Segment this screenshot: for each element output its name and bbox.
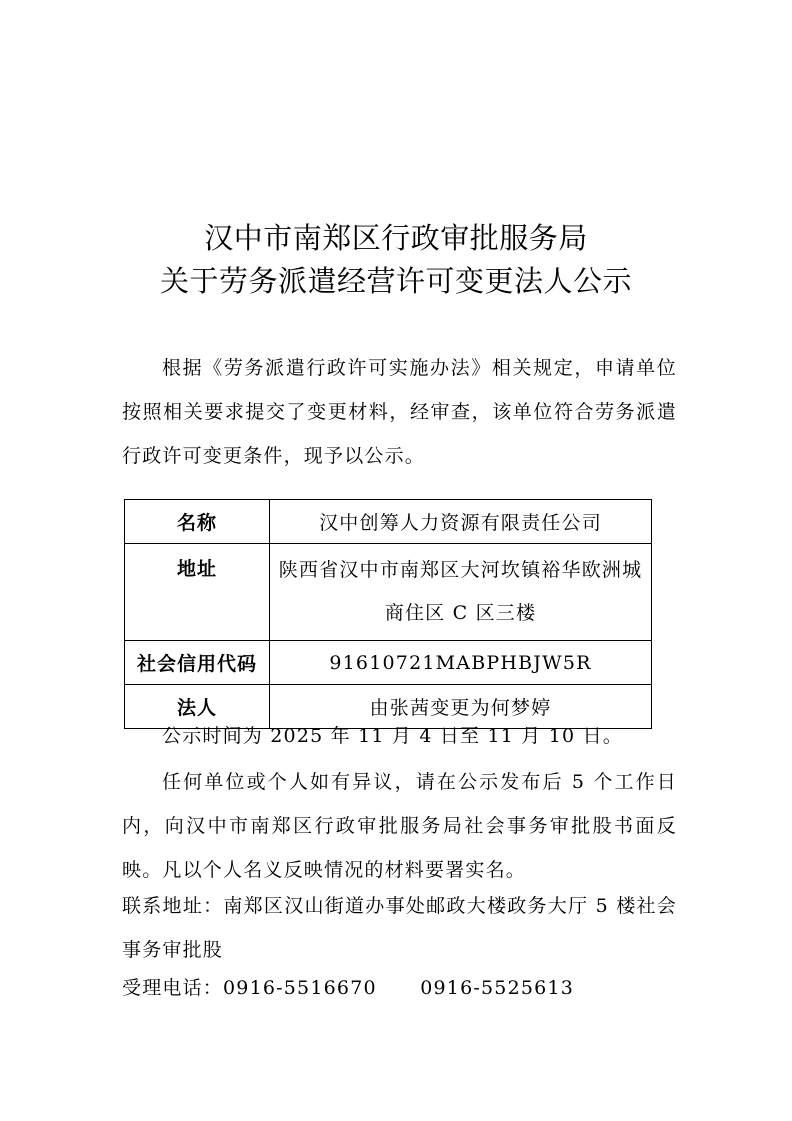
table-row [125,500,652,544]
name-label: 名称 [125,500,270,544]
objection-paragraph: 任何单位或个人如有异议，请在公示发布后 5 个工作日内，向汉中市南郑区行政审批服务局社会事务审批股书面反映。凡以个人名义反映情况的材料要署实名。 [122,771,677,881]
credit-code-value: 91610721MABPHBJW5R [270,641,652,685]
notice-title-line2: 关于劳务派遣经营许可变更法人公示 [159,264,632,298]
intro-paragraph: 根据《劳务派遣行政许可实施办法》相关规定，申请单位按照相关要求提交了变更材料，经审查，该单位符合劳务派遣行政许可变更条件，现予以公示。 [122,357,677,467]
address-label: 地址 [125,544,270,641]
table-row [125,641,652,685]
company-info-table [124,499,652,729]
legal-person-value: 由张茜变更为何梦婷 [270,685,652,729]
credit-code-label: 社会信用代码 [125,641,270,685]
legal-person-label: 法人 [125,685,270,729]
notice-title-line1: 汉中市南郑区行政审批服务局 [204,221,588,255]
address-value: 陕西省汉中市南郑区大河坎镇裕华欧洲城商住区 C 区三楼 [270,544,652,641]
contact-phone: 受理电话：0916-5516670 0916-5525613 [122,977,575,999]
table-row [125,544,652,641]
publicity-period: 公示时间为 2025 年 11 月 4 日至 11 月 10 日。 [162,725,623,747]
name-value: 汉中创筹人力资源有限责任公司 [270,500,652,544]
contact-address: 联系地址：南郑区汉山街道办事处邮政大楼政务大厅 5 楼社会事务审批股 [122,895,677,961]
